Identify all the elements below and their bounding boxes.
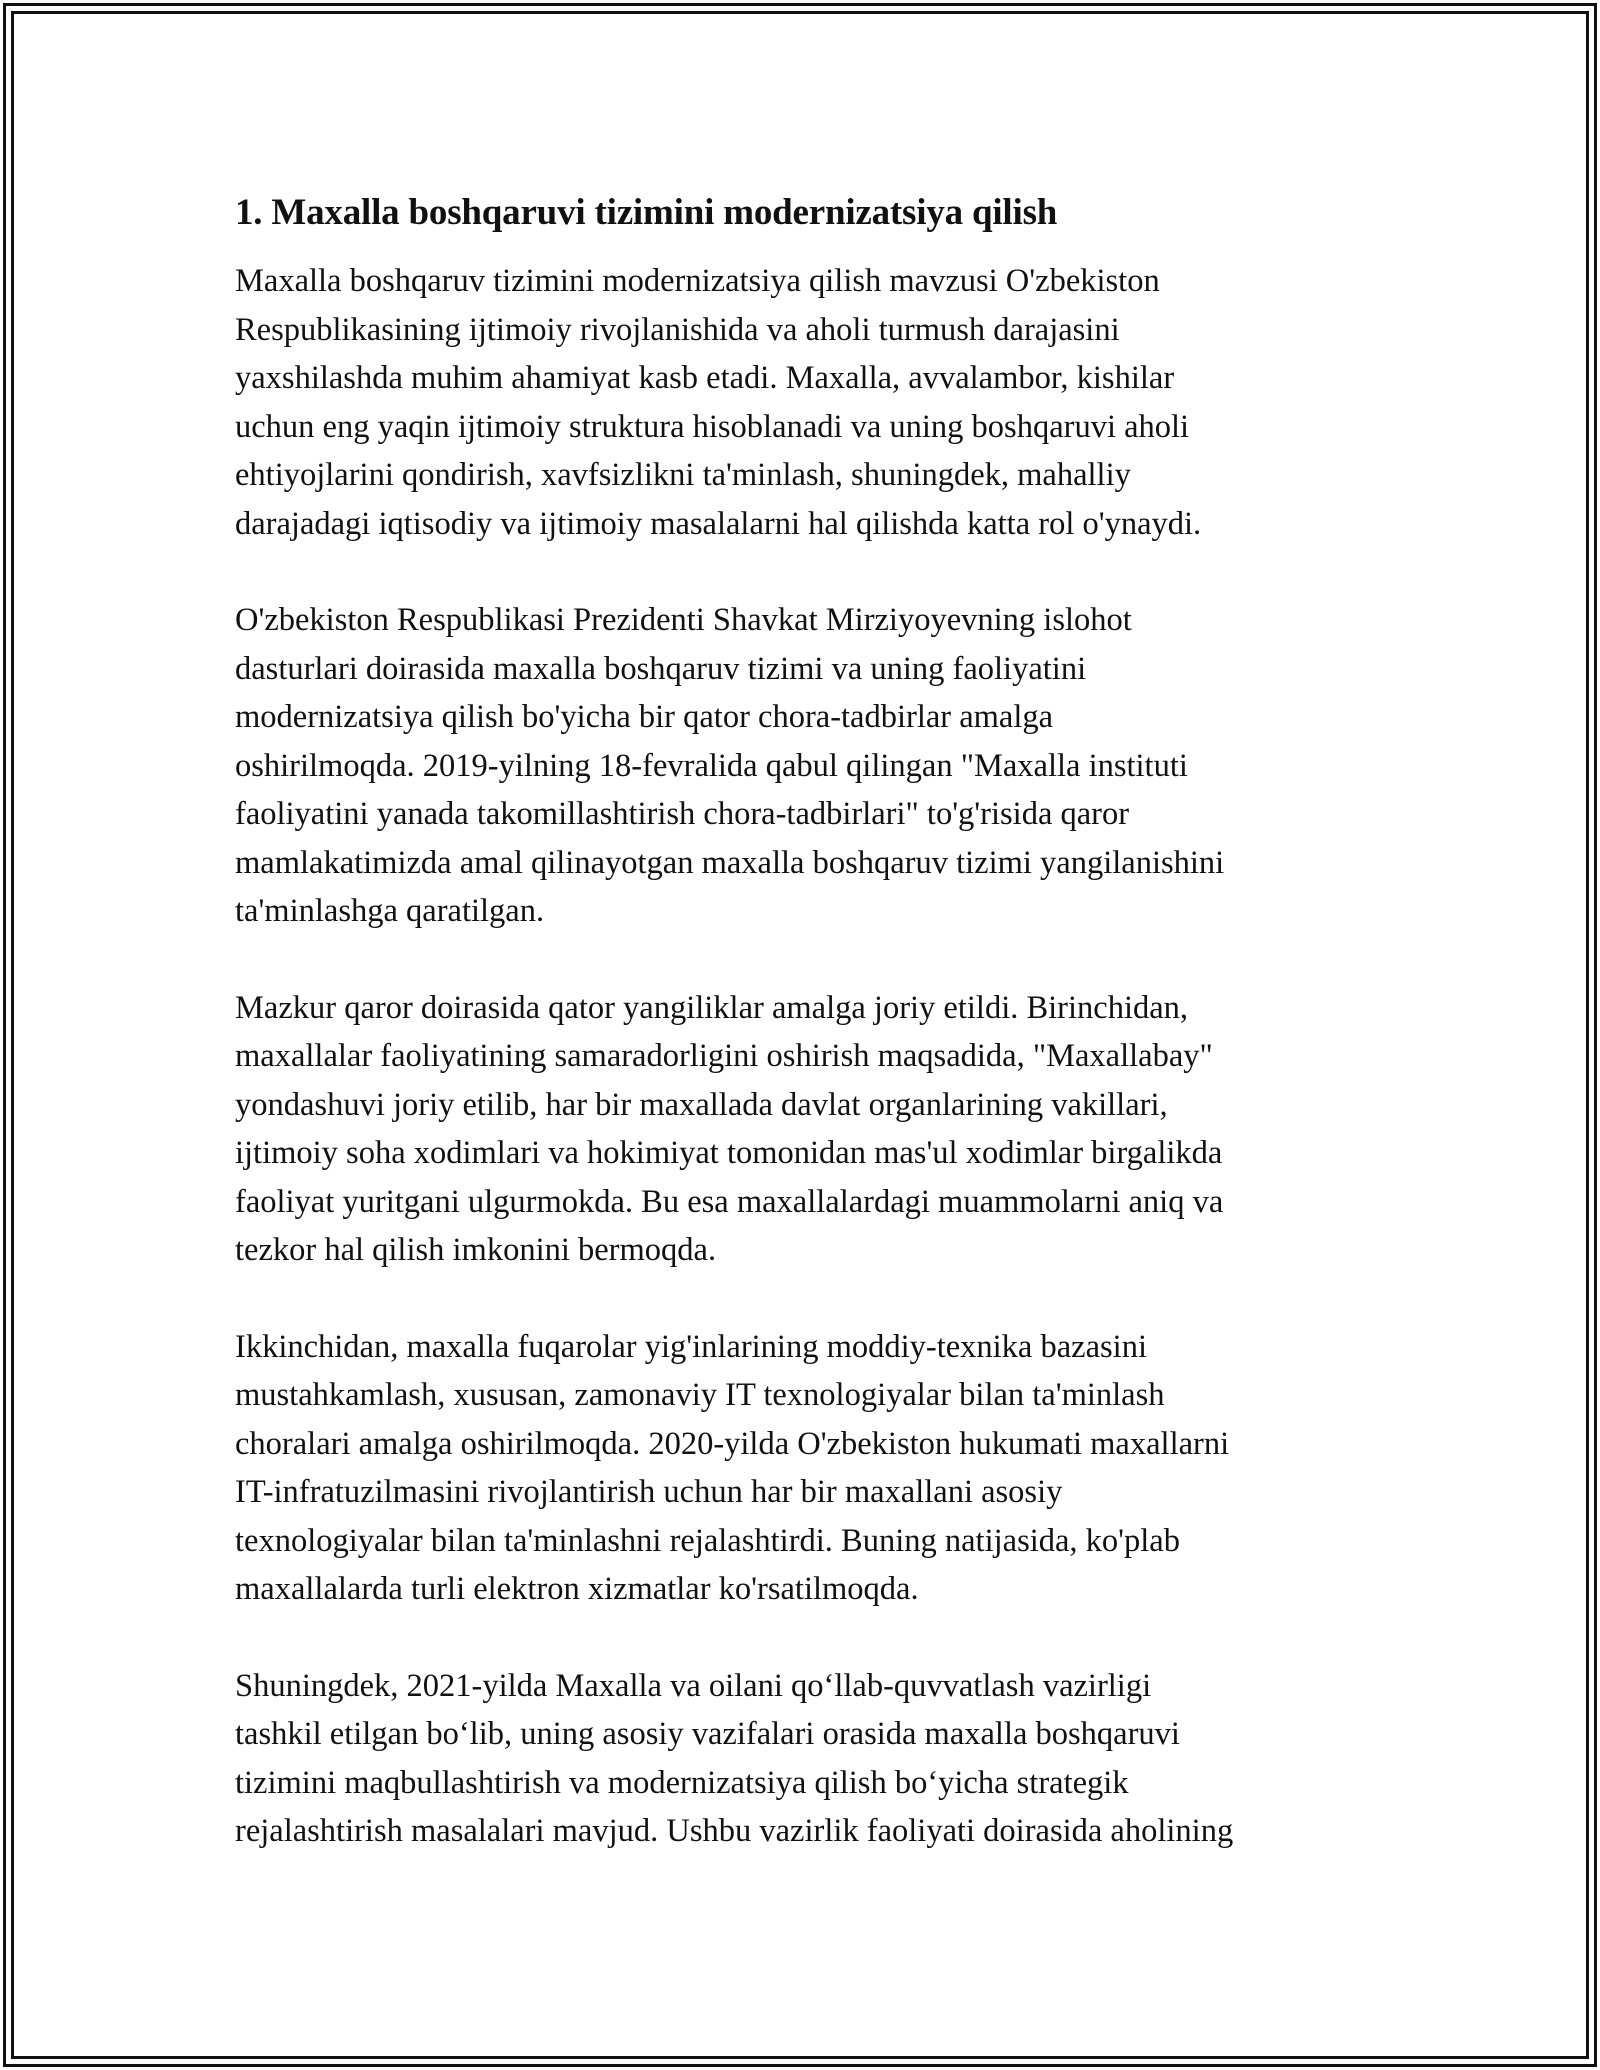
section-heading: 1. Maxalla boshqaruvi tizimini modernizatsiya qilish (235, 192, 1058, 233)
document-body (235, 186, 1375, 1904)
paragraph-1: Maxalla boshqaruv tizimini modernizatsiya qilish mavzusi O'zbekiston Respublikasining ijtimoiy rivojlanishida va aholi turmush darajasini yaxshilashda muhim ahamiyat kasb etadi. Maxalla, avvalambor, kishilar uchun eng yaqin ijtimoiy struktura hisoblanadi va uning boshqaruvi aholi ehtiyojlarini qondirish, xavfsizlikni ta'minlash, shuningdek, mahalliy darajadagi iqtisodiy va ijtimoiy masalalarni hal qilishda katta rol o'ynaydi. (235, 263, 1202, 542)
paragraph-2: O'zbekiston Respublikasi Prezidenti Shavkat Mirziyoyevning islohot dasturlari doirasida maxalla boshqaruv tizimi va uning faoliyatini modernizatsiya qilish bo'yicha bir qator chora-tadbirlar amalga oshirilmoqda. 2019-yilning 18-fevralida qabul qilingan "Maxalla instituti faoliyatini yanada takomillashtirish chora-tadbirlari" to'g'risida qaror mamlakatimizda amal qilinayotgan maxalla boshqaruv tizimi yangilanishini ta'minlashga qaratilgan. (235, 602, 1225, 929)
paragraph-4: Ikkinchidan, maxalla fuqarolar yig'inlarining moddiy-texnika bazasini mustahkamlash, xususan, zamonaviy IT texnologiyalar bilan ta'minlash choralari amalga oshirilmoqda. 2020-yilda O'zbekiston hukumati maxallarni IT-infratuzilmasini rivojlantirish uchun har bir maxallani asosiy texnologiyalar bilan ta'minlashni rejalashtirdi. Buning natijasida, ko'plab maxallalarda turli elektron xizmatlar ko'rsatilmoqda. (235, 1328, 1230, 1607)
paragraph-5: Shuningdek, 2021-yilda Maxalla va oilani qo‘llab-quvvatlash vazirligi tashkil etilgan bo‘lib, uning asosiy vazifalari orasida maxalla boshqaruvi tizimini maqbullashtirish va modernizatsiya qilish bo‘yicha strategik rejalashtirish masalalari mavjud. Ushbu vazirlik faoliyati doirasida aholining (235, 1667, 1234, 1849)
paragraph-3: Mazkur qaror doirasida qator yangiliklar amalga joriy etildi. Birinchidan, maxallalar faoliyatining samaradorligini oshirish maqsadida, "Maxallabay" yondashuvi joriy etilib, har bir maxallada davlat organlarining vakillari, ijtimoiy soha xodimlari va hokimiyat tomonidan mas'ul xodimlar birgalikda faoliyat yuritgani ulgurmokda. Bu esa maxallalardagi muammolarni aniq va tezkor hal qilish imkonini bermoqda. (235, 989, 1224, 1268)
